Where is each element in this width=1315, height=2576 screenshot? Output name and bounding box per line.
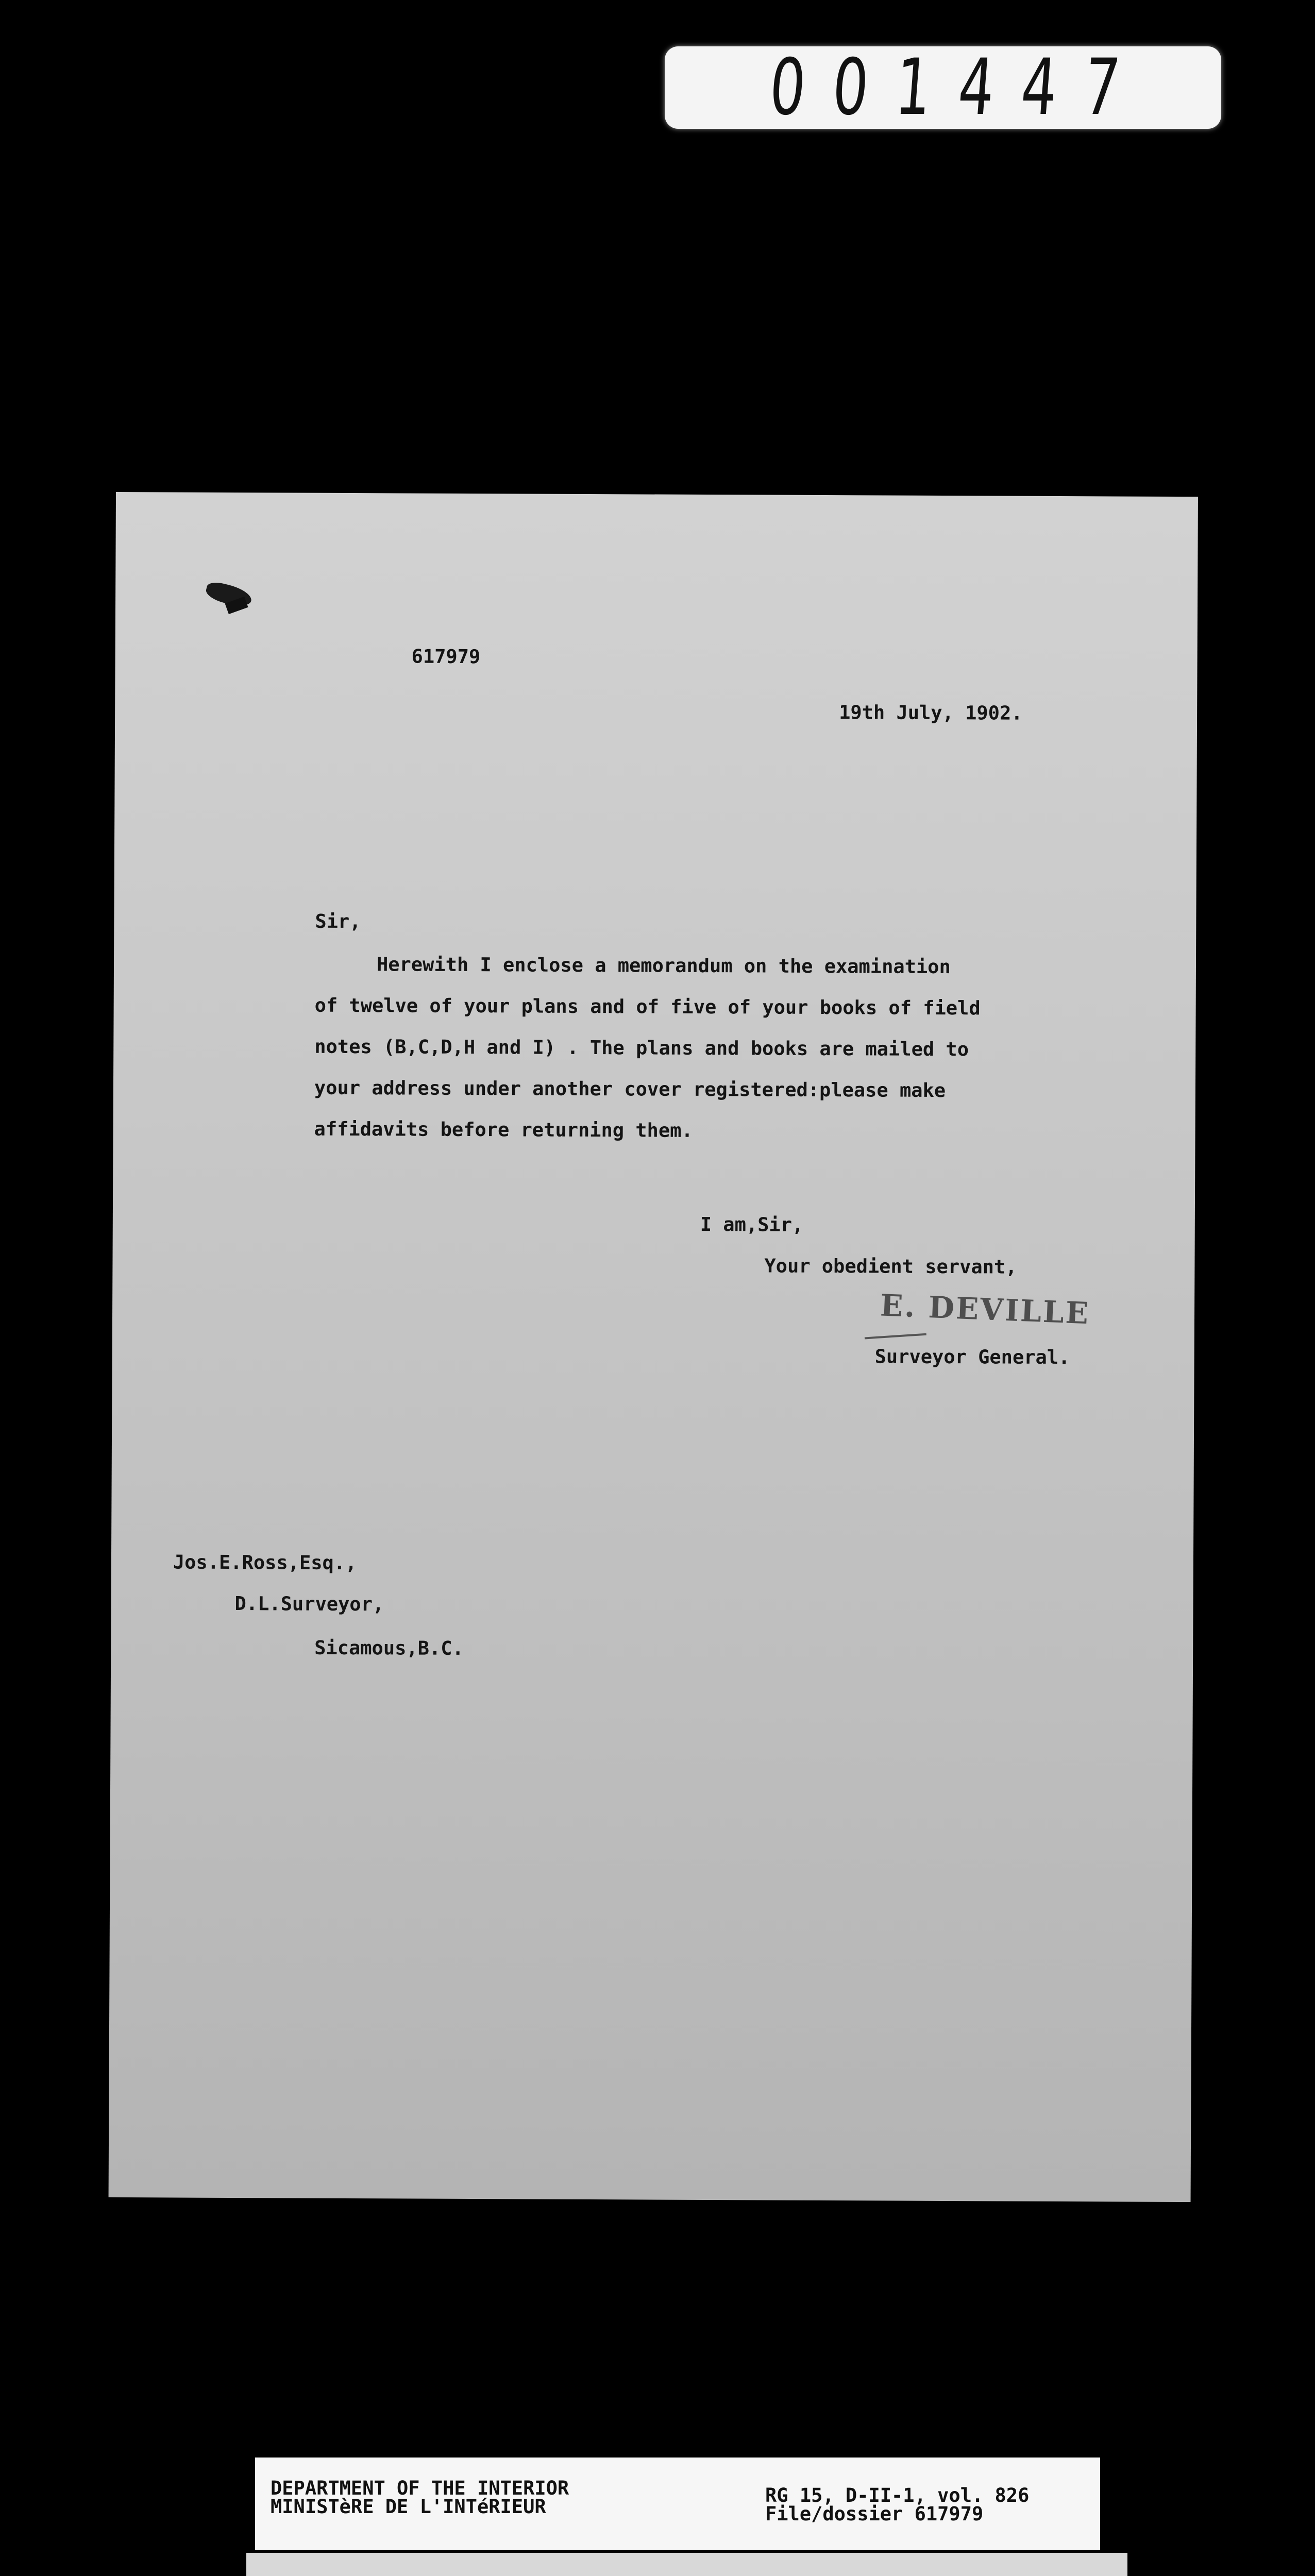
body-line: affidavits before returning them. [314, 1117, 693, 1142]
closing-line: I am,Sir, [700, 1213, 804, 1236]
signatory-title: Surveyor General. [874, 1345, 1070, 1369]
body-line: Herewith I enclose a memorandum on the examination [376, 953, 951, 978]
file-reference: File/dossier 617979 [765, 2503, 984, 2525]
catalog-label [255, 2458, 1100, 2550]
file-number: 617979 [411, 645, 481, 668]
archive-banner [246, 2553, 1127, 2576]
frame-number-text: 001447 [766, 43, 1151, 132]
department-en: DEPARTMENT OF THE INTERIOR [271, 2477, 569, 2499]
body-line: notes (B,C,D,H and I) . The plans and books are mailed to [314, 1035, 969, 1061]
signature-stamp: E. DEVILLE [879, 1287, 1091, 1331]
closing-line: Your obedient servant, [764, 1255, 1017, 1278]
record-group-reference: RG 15, D-II-1, vol. 826 [765, 2484, 1030, 2506]
department-fr: MINISTèRE DE L'INTéRIEUR [271, 2496, 546, 2518]
letter-sheet [109, 492, 1198, 2202]
frame-number-label [665, 43, 1221, 132]
body-line: your address under another cover registered:please make [314, 1076, 946, 1102]
salutation: Sir, [315, 910, 361, 933]
body-line: of twelve of your plans and of five of your books of field [314, 994, 981, 1020]
recipient-title: D.L.Surveyor, [234, 1592, 384, 1616]
letter-date: 19th July, 1902. [839, 701, 1023, 724]
recipient-name: Jos.E.Ross,Esq., [173, 1551, 357, 1574]
recipient-location: Sicamous,B.C. [314, 1636, 464, 1659]
signature-stroke [865, 1333, 926, 1340]
